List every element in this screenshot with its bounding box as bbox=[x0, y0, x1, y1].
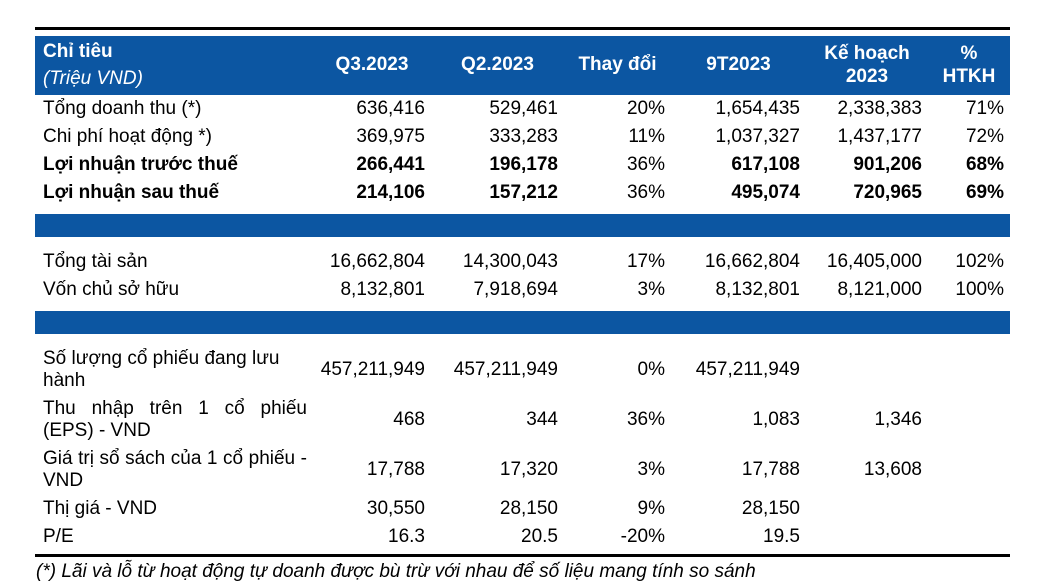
table-cell: 3% bbox=[637, 459, 665, 480]
table-cell: 36% bbox=[626, 182, 665, 203]
bottom-border-line bbox=[35, 554, 1010, 557]
table-cell bbox=[928, 445, 1010, 495]
table-cell: 1,083 bbox=[752, 409, 800, 430]
table-cell: 529,461 bbox=[489, 98, 558, 119]
row-label: Giá trị sổ sách của 1 cổ phiếu - VND bbox=[43, 448, 307, 491]
table-cell: 17,788 bbox=[741, 459, 800, 480]
table-cell: 36% bbox=[626, 154, 665, 175]
row-label: Lợi nhuận trước thuế bbox=[43, 154, 238, 175]
table-cell bbox=[928, 345, 1010, 395]
table-cell: 30,550 bbox=[366, 498, 425, 519]
table-cell: 901,206 bbox=[853, 154, 922, 175]
table-cell: 8,132,801 bbox=[715, 279, 800, 300]
row-label: Tổng doanh thu (*) bbox=[43, 98, 202, 119]
table-row bbox=[35, 95, 1010, 123]
table-cell: -20% bbox=[620, 526, 665, 547]
table-row bbox=[35, 276, 1010, 304]
col-header-criteria bbox=[35, 36, 313, 95]
section-separator-row bbox=[35, 304, 1010, 345]
table-cell: 266,441 bbox=[356, 154, 425, 175]
row-label: Thị giá - VND bbox=[43, 498, 158, 519]
table-header bbox=[35, 36, 1010, 95]
table-cell: 20.5 bbox=[521, 526, 558, 547]
table-cell: 17,320 bbox=[499, 459, 558, 480]
table-row bbox=[35, 345, 1010, 395]
table-cell: 617,108 bbox=[731, 154, 800, 175]
table-cell: 636,416 bbox=[356, 98, 425, 119]
table-cell bbox=[928, 523, 1010, 551]
table-cell: 28,150 bbox=[741, 498, 800, 519]
separator-bar bbox=[35, 214, 1010, 237]
table-row bbox=[35, 248, 1010, 276]
table-cell: 3% bbox=[637, 279, 665, 300]
table-cell: 28,150 bbox=[499, 498, 558, 519]
table-row bbox=[35, 395, 1010, 445]
top-border-line bbox=[35, 27, 1010, 30]
table-cell: 9% bbox=[637, 498, 665, 519]
table-cell: 36% bbox=[626, 409, 665, 430]
table-row bbox=[35, 495, 1010, 523]
table-row bbox=[35, 445, 1010, 495]
col-header-pct-htkh: % HTKH bbox=[928, 36, 1010, 95]
table-cell: 157,212 bbox=[489, 182, 558, 203]
table-cell: 8,132,801 bbox=[340, 279, 425, 300]
table-cell: 457,211,949 bbox=[320, 359, 425, 380]
col-header-9t2023: 9T2023 bbox=[671, 36, 806, 95]
table-cell: 16.3 bbox=[388, 526, 425, 547]
table-cell: 196,178 bbox=[489, 154, 558, 175]
table-cell: 720,965 bbox=[853, 182, 922, 203]
table-cell: 333,283 bbox=[489, 126, 558, 147]
table-cell bbox=[928, 395, 1010, 445]
table-cell: 7,918,694 bbox=[473, 279, 558, 300]
row-label: P/E bbox=[43, 526, 74, 547]
table-cell: 69% bbox=[965, 182, 1004, 203]
financial-table-container bbox=[35, 27, 1010, 583]
table-cell: 1,437,177 bbox=[837, 126, 922, 147]
table-cell bbox=[806, 523, 928, 551]
table-cell: 71% bbox=[965, 98, 1004, 119]
col-header-q3-2023: Q3.2023 bbox=[313, 36, 431, 95]
row-label: Chi phí hoạt động *) bbox=[43, 126, 213, 147]
table-cell: 457,211,949 bbox=[695, 359, 800, 380]
section-separator-row bbox=[35, 207, 1010, 248]
separator-bar bbox=[35, 311, 1010, 334]
financial-results-table bbox=[35, 36, 1010, 551]
table-cell: 102% bbox=[955, 251, 1004, 272]
table-cell: 457,211,949 bbox=[453, 359, 558, 380]
table-cell: 100% bbox=[955, 279, 1004, 300]
table-cell: 19.5 bbox=[763, 526, 800, 547]
table-cell: 2,338,383 bbox=[837, 98, 922, 119]
table-cell: 16,405,000 bbox=[826, 251, 922, 272]
header-unit: (Triệu VND) bbox=[43, 67, 143, 89]
table-cell: 0% bbox=[637, 359, 665, 380]
footnote: (*) Lãi và lỗ từ hoạt động tự doanh được bù trừ với nhau để số liệu mang tính so sánh bbox=[36, 561, 756, 582]
table-cell: 1,346 bbox=[874, 409, 922, 430]
table-cell bbox=[806, 495, 928, 523]
col-header-q2-2023: Q2.2023 bbox=[431, 36, 564, 95]
table-cell: 13,608 bbox=[863, 459, 922, 480]
table-cell: 20% bbox=[626, 98, 665, 119]
table-row bbox=[35, 523, 1010, 551]
col-header-change: Thay đổi bbox=[564, 36, 671, 95]
table-cell: 214,106 bbox=[356, 182, 425, 203]
table-row bbox=[35, 151, 1010, 179]
table-cell bbox=[806, 345, 928, 395]
row-label: Số lượng cổ phiếu đang lưu hành bbox=[43, 348, 280, 391]
table-cell: 468 bbox=[393, 409, 425, 430]
table-cell: 495,074 bbox=[731, 182, 800, 203]
table-cell: 14,300,043 bbox=[462, 251, 558, 272]
row-label: Tổng tài sản bbox=[43, 251, 148, 272]
separator-cell bbox=[35, 207, 1010, 248]
header-row bbox=[35, 36, 1010, 95]
table-cell: 11% bbox=[628, 126, 665, 147]
table-cell: 16,662,804 bbox=[329, 251, 425, 272]
table-body bbox=[35, 95, 1010, 551]
separator-cell bbox=[35, 304, 1010, 345]
table-cell: 17,788 bbox=[366, 459, 425, 480]
table-row bbox=[35, 123, 1010, 151]
table-cell: 8,121,000 bbox=[837, 279, 922, 300]
table-cell: 17% bbox=[626, 251, 665, 272]
row-label: Lợi nhuận sau thuế bbox=[43, 182, 220, 203]
col-header-plan-2023: Kế hoạch 2023 bbox=[806, 36, 928, 95]
row-label: Vốn chủ sở hữu bbox=[43, 279, 180, 300]
table-cell: 16,662,804 bbox=[704, 251, 800, 272]
table-row bbox=[35, 179, 1010, 207]
table-cell: 1,654,435 bbox=[715, 98, 800, 119]
row-label: Thu nhập trên 1 cổ phiếu (EPS) - VND bbox=[43, 398, 307, 441]
header-title: Chỉ tiêu bbox=[43, 40, 113, 62]
table-cell: 344 bbox=[526, 409, 558, 430]
table-cell: 369,975 bbox=[356, 126, 425, 147]
table-cell bbox=[928, 495, 1010, 523]
table-cell: 72% bbox=[965, 126, 1004, 147]
table-cell: 68% bbox=[965, 154, 1004, 175]
table-cell: 1,037,327 bbox=[715, 126, 800, 147]
